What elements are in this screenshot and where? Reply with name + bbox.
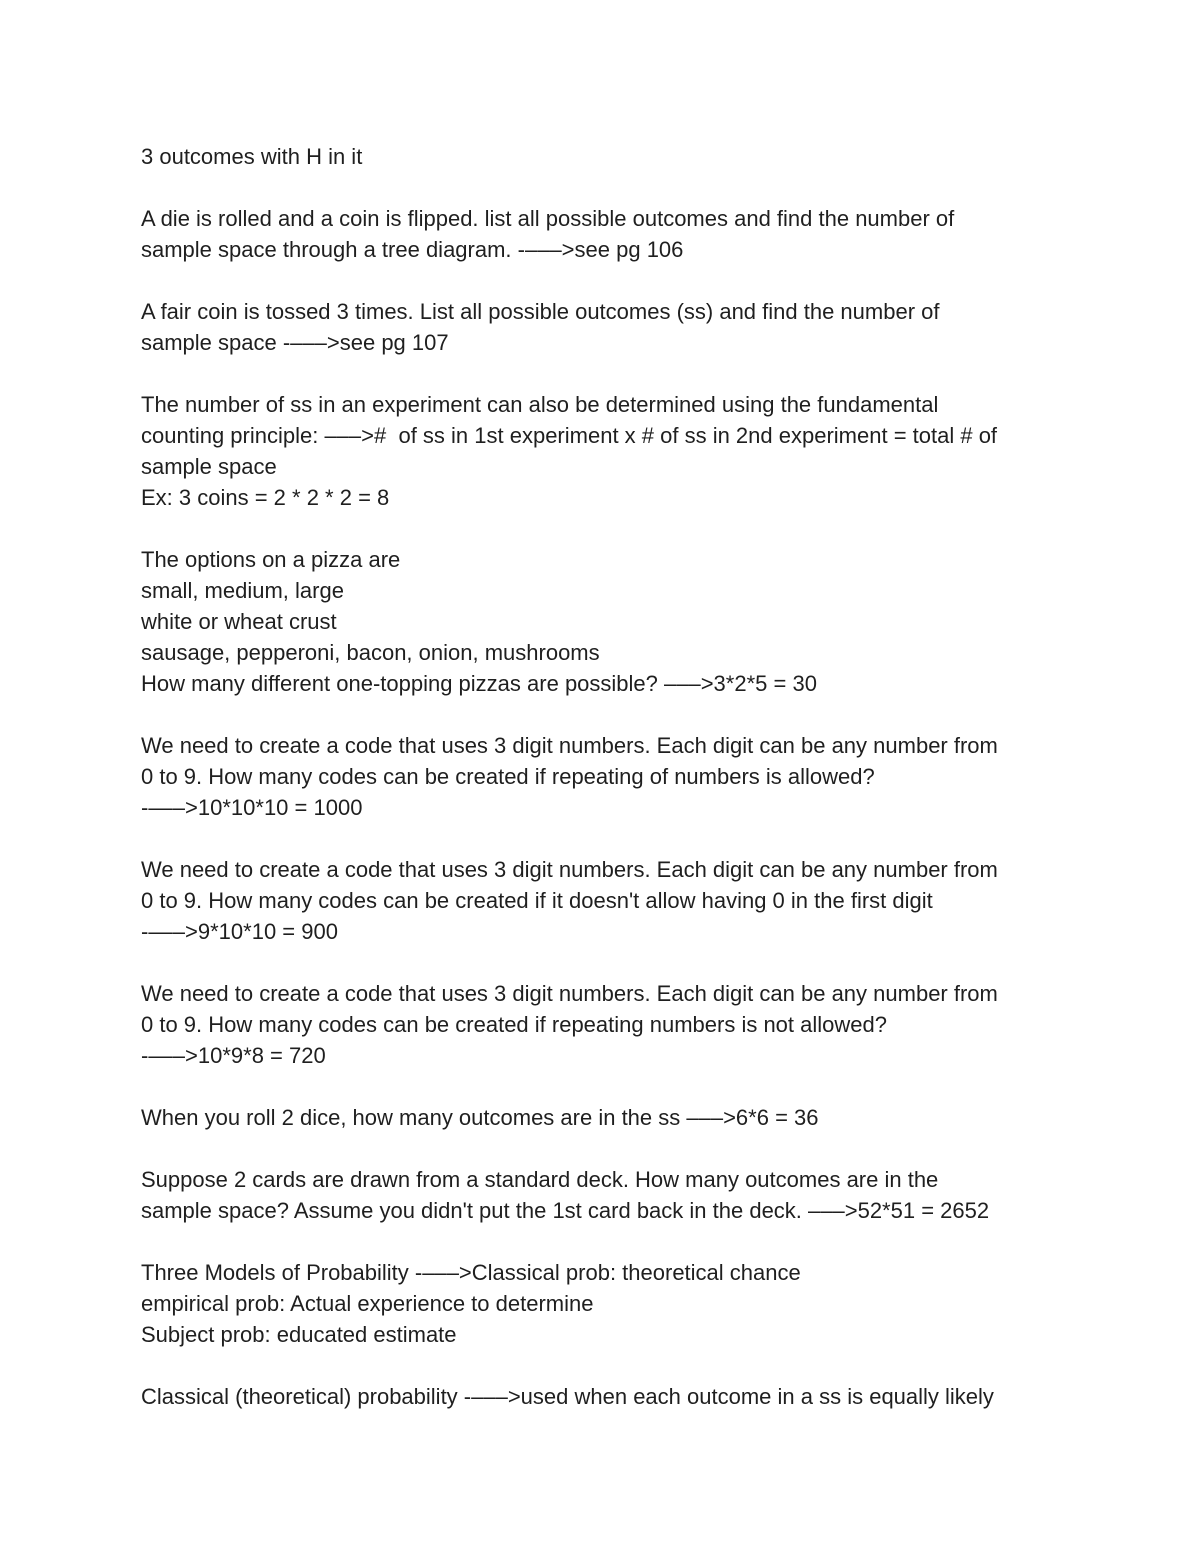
paragraph-die-and-coin (141, 203, 1081, 265)
text-line: counting principle: –––># of ss in 1st experiment x # of ss in 2nd experiment = total # of (141, 423, 998, 448)
document-body (141, 141, 1081, 1412)
text-line: When you roll 2 dice, how many outcomes are in the ss –––>6*6 = 36 (141, 1105, 819, 1130)
text-line: -–––>10*10*10 = 1000 (141, 795, 363, 820)
paragraph-code-repeating-allowed (141, 730, 1081, 823)
text-line: Suppose 2 cards are drawn from a standard deck. How many outcomes are in the (141, 1167, 939, 1192)
text-line: sample space? Assume you didn't put the 1st card back in the deck. –––>52*51 = 2652 (141, 1198, 990, 1223)
text-line: 0 to 9. How many codes can be created if repeating numbers is not allowed? (141, 1012, 887, 1037)
paragraph-two-dice (141, 1102, 1081, 1133)
text-line: We need to create a code that uses 3 digit numbers. Each digit can be any number from (141, 857, 998, 882)
paragraph-pizza-options (141, 544, 1081, 699)
text-line: Ex: 3 coins = 2 * 2 * 2 = 8 (141, 485, 390, 510)
text-line: A fair coin is tossed 3 times. List all possible outcomes (ss) and find the number of (141, 299, 940, 324)
text-line: 0 to 9. How many codes can be created if repeating of numbers is allowed? (141, 764, 875, 789)
text-line: small, medium, large (141, 578, 344, 603)
text-line: The number of ss in an experiment can also be determined using the fundamental (141, 392, 939, 417)
text-line: A die is rolled and a coin is flipped. list all possible outcomes and find the number of (141, 206, 955, 231)
paragraph-three-models (141, 1257, 1081, 1350)
text-line: sample space through a tree diagram. -–––>see pg 106 (141, 237, 684, 262)
paragraph-outcomes-with-h (141, 141, 1081, 172)
paragraph-code-no-leading-zero (141, 854, 1081, 947)
text-line: sample space -–––>see pg 107 (141, 330, 449, 355)
text-line: Classical (theoretical) probability -–––>used when each outcome in a ss is equally likely (141, 1384, 994, 1409)
text-line: white or wheat crust (141, 609, 337, 634)
text-line: Three Models of Probability -–––>Classical prob: theoretical chance (141, 1260, 801, 1285)
text-line: -–––>10*9*8 = 720 (141, 1043, 326, 1068)
text-line: Subject prob: educated estimate (141, 1322, 457, 1347)
text-line: -–––>9*10*10 = 900 (141, 919, 338, 944)
paragraph-two-cards (141, 1164, 1081, 1226)
text-line: How many different one-topping pizzas are possible? –––>3*2*5 = 30 (141, 671, 817, 696)
paragraph-counting-principle (141, 389, 1081, 513)
text-line: We need to create a code that uses 3 digit numbers. Each digit can be any number from (141, 981, 998, 1006)
text-line: sample space (141, 454, 277, 479)
paragraph-fair-coin (141, 296, 1081, 358)
text-line: The options on a pizza are (141, 547, 401, 572)
text-line: empirical prob: Actual experience to determine (141, 1291, 594, 1316)
text-line: sausage, pepperoni, bacon, onion, mushrooms (141, 640, 600, 665)
text-line: We need to create a code that uses 3 digit numbers. Each digit can be any number from (141, 733, 998, 758)
text-line: 0 to 9. How many codes can be created if it doesn't allow having 0 in the first digit (141, 888, 933, 913)
paragraph-classical-probability (141, 1381, 1081, 1412)
paragraph-code-no-repeating (141, 978, 1081, 1071)
text-line: 3 outcomes with H in it (141, 144, 363, 169)
